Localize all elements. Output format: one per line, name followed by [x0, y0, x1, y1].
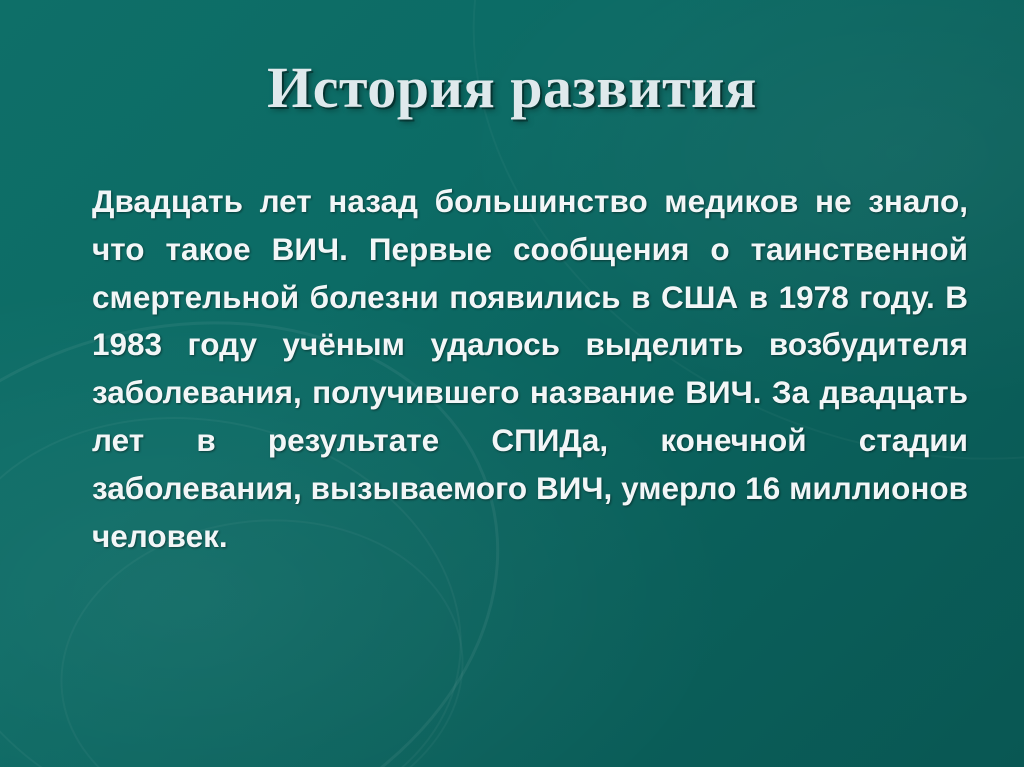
slide-body-text: Двадцать лет назад большинство медиков не знало, что такое ВИЧ. Первые сообщения о таинственной смертельной болезни появились в США в 1978 году. В 1983 году учёным удалось выделить возбудителя заболевания, получившего название ВИЧ. За двадцать лет в результате СПИДа, конечной стадии заболевания, вызываемого ВИЧ, умерло 16 миллионов человек. [92, 182, 968, 554]
slide-title: История развития [267, 55, 757, 120]
slide-body-container [0, 120, 1024, 609]
